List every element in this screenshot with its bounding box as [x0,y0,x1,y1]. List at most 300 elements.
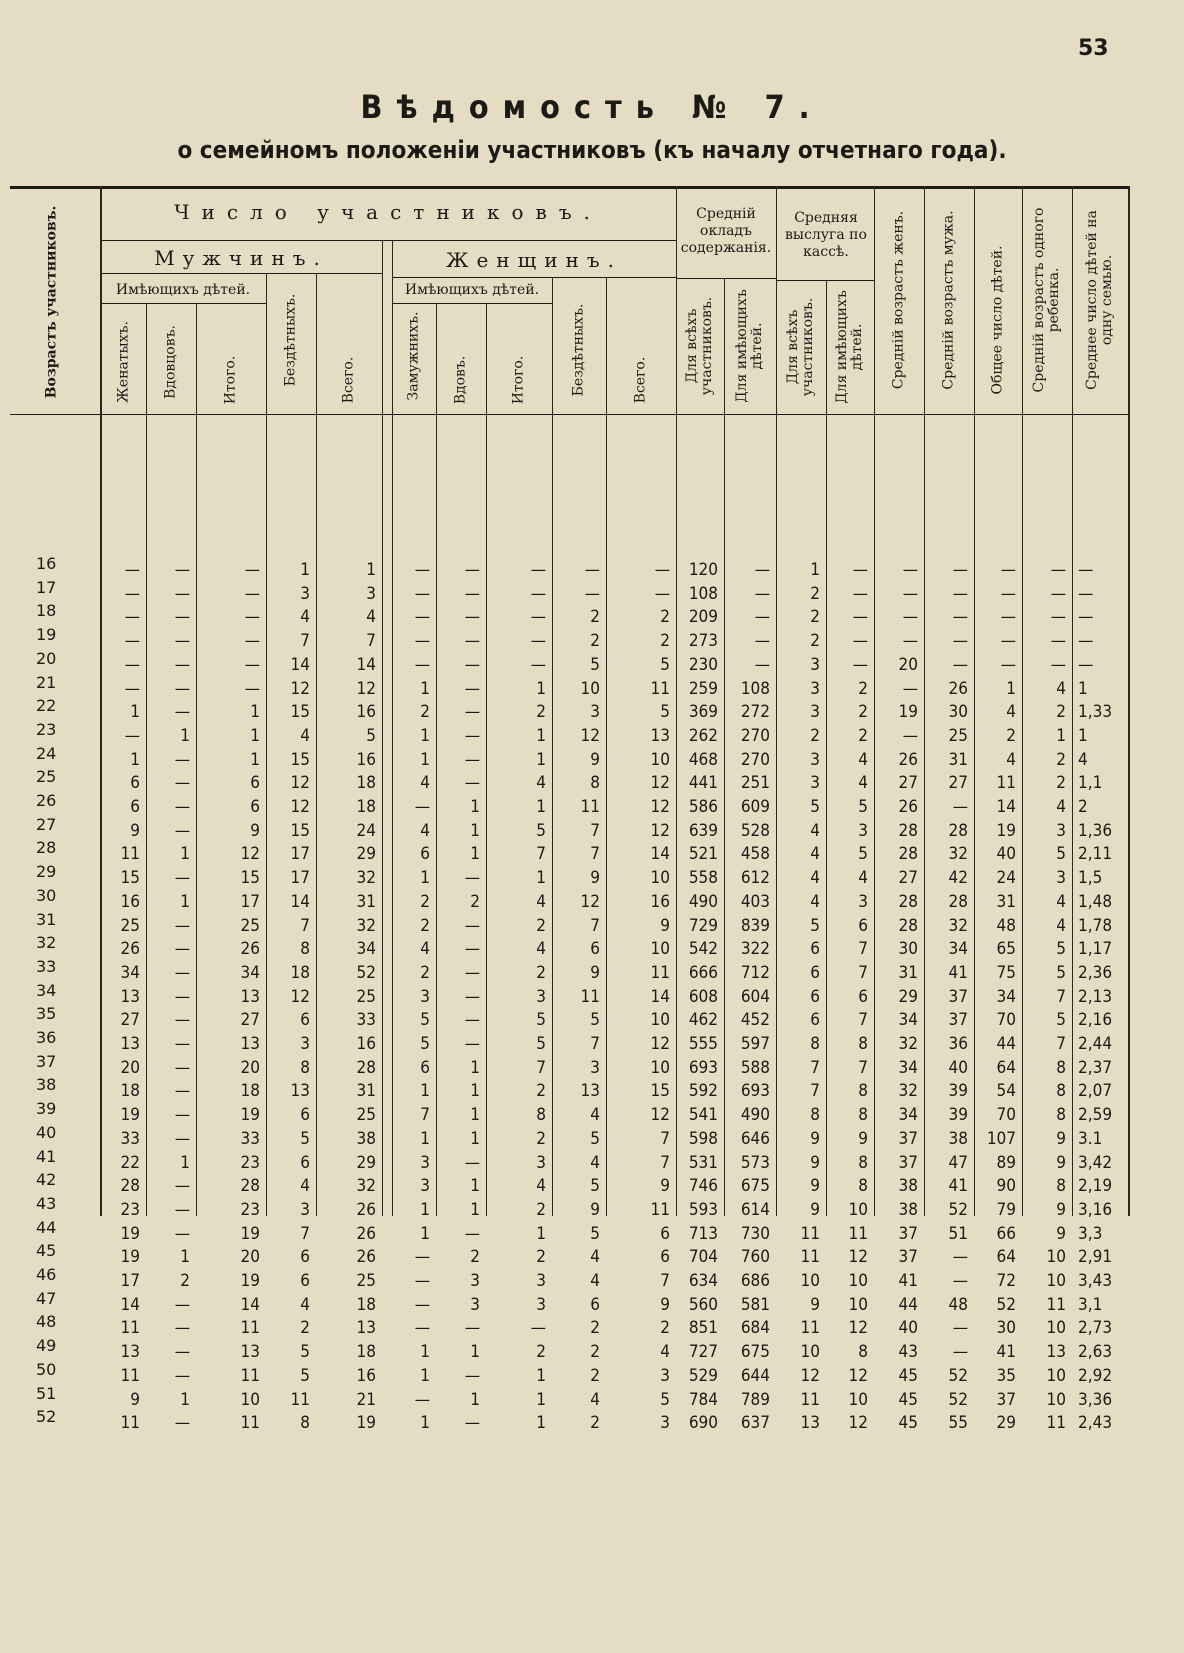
cell-men-total: 19 [240,1105,260,1126]
cell-men-childless: 6 [300,1271,310,1291]
cell-men-total: 1 [250,725,260,746]
cell-women-all: 6 [660,1223,670,1244]
cell-women-widows: — [464,678,480,699]
cell-men-total: 15 [240,868,260,889]
cell-men-widowers: — [174,1223,190,1244]
cell-avg-children-family: 2,43 [1078,1413,1113,1434]
cell-men-total: 12 [240,844,260,865]
cell-avg-wife-age: 28 [898,844,918,865]
cell-avg-children-family: 3,16 [1078,1199,1113,1220]
cell-avg-children-family: 3,3 [1078,1223,1103,1244]
cell-total-children: 44 [996,1034,1016,1054]
cell-men-all: 31 [356,1081,376,1102]
cell-avg-wife-age: 37 [898,1128,918,1149]
cell-total-children: 72 [996,1271,1016,1291]
cell-salary-children: 528 [740,820,770,841]
cell-women-childless: 5 [590,1128,600,1149]
cell-salary-children: 270 [740,749,770,770]
cell-salary-children: — [754,560,770,580]
cell-women-married: 1 [420,725,430,746]
cell-women-total: — [530,1318,546,1339]
cell-women-total: 2 [536,1342,546,1363]
cell-avg-wife-age: — [902,607,918,628]
cell-men-childless: 1 [300,560,310,580]
cell-avg-child-age: 2 [1056,773,1066,794]
cell-avg-children-family: 2,16 [1078,1010,1113,1031]
cell-women-childless: 4 [590,1152,600,1173]
cell-service-all: 11 [800,1247,820,1268]
cell-service-all: 8 [810,1034,820,1054]
cell-salary-all: 259 [688,678,718,699]
cell-men-widowers: — [174,702,190,723]
cell-salary-all: 693 [688,1057,718,1078]
cell-women-total: 2 [536,915,546,936]
cell-women-all: 2 [660,631,670,652]
cell-salary-all: 531 [688,1152,718,1173]
cell-men-total: — [244,631,260,652]
cell-women-married: 1 [420,1413,430,1434]
cell-women-all: 15 [650,1081,670,1102]
cell-men-widowers: — [174,1128,190,1149]
cell-men-widowers: 2 [180,1271,190,1291]
cell-service-children: 5 [858,844,868,865]
cell-women-childless: 4 [590,1105,600,1126]
cell-service-all: 9 [810,1199,820,1220]
cell-total-children: 37 [996,1389,1016,1410]
cell-women-married: — [414,1389,430,1410]
cell-avg-child-age: 4 [1056,797,1066,817]
cell-women-widows: 1 [470,1128,480,1149]
cell-avg-child-age: 5 [1056,962,1066,983]
cell-men-widowers: — [174,1034,190,1054]
cell-women-all: 11 [650,678,670,699]
cell-avg-husband-age: 39 [948,1081,968,1102]
cell-avg-child-age: 3 [1056,868,1066,889]
cell-women-married: 2 [420,915,430,936]
cell-service-children: 3 [858,820,868,841]
cell-women-widows: — [464,773,480,794]
cell-women-total: 2 [536,1081,546,1102]
row-age: 33 [36,956,57,976]
cell-salary-children: 644 [740,1365,770,1386]
cell-men-married: — [124,725,140,746]
cell-avg-wife-age: 37 [898,1223,918,1244]
cell-salary-children: 693 [740,1081,770,1102]
row-age: 22 [36,696,57,716]
cell-avg-children-family: 2,73 [1078,1318,1113,1339]
row-age: 35 [36,1004,57,1024]
cell-service-all: 9 [810,1152,820,1173]
cell-women-all: 10 [650,1010,670,1031]
cell-salary-children: 581 [740,1294,770,1315]
cell-women-all: 9 [660,915,670,936]
cell-men-married: 14 [120,1294,140,1315]
cell-women-childless: 6 [590,939,600,960]
cell-men-childless: 12 [290,678,310,699]
cell-women-married: 4 [420,773,430,794]
cell-salary-children: 637 [740,1413,770,1434]
cell-service-children: 7 [858,1057,868,1078]
cell-women-all: 5 [660,654,670,675]
header-men-all: Всего. [340,356,357,404]
cell-avg-wife-age: 34 [898,1010,918,1031]
cell-men-childless: 17 [290,868,310,889]
cell-salary-children: 403 [740,891,770,912]
cell-men-childless: 12 [290,797,310,817]
cell-women-total: 7 [536,1057,546,1078]
cell-men-widowers: — [174,560,190,580]
cell-avg-child-age: 10 [1046,1271,1066,1291]
cell-avg-child-age: 10 [1046,1318,1066,1339]
cell-women-married: — [414,607,430,628]
cell-salary-children: 573 [740,1152,770,1173]
cell-avg-children-family: — [1078,631,1094,652]
cell-salary-all: 666 [688,962,718,983]
cell-avg-children-family: 3,42 [1078,1152,1113,1173]
cell-women-total: 2 [536,1128,546,1149]
cell-men-total: 1 [250,702,260,723]
cell-avg-husband-age: — [952,560,968,580]
cell-service-children: 8 [858,1034,868,1054]
cell-service-all: 11 [800,1223,820,1244]
cell-women-married: — [414,583,430,604]
cell-women-childless: 9 [590,1199,600,1220]
cell-salary-children: 108 [740,678,770,699]
header-men-married: Женатыхъ. [115,321,132,403]
cell-service-children: 8 [858,1152,868,1173]
cell-avg-wife-age: 34 [898,1105,918,1126]
cell-avg-husband-age: 28 [948,820,968,841]
cell-men-childless: 8 [300,1057,310,1078]
cell-avg-husband-age: 38 [948,1128,968,1149]
cell-avg-wife-age: 43 [898,1342,918,1363]
cell-women-childless: 13 [580,1081,600,1102]
cell-men-total: 23 [240,1152,260,1173]
cell-women-all: 14 [650,986,670,1007]
cell-women-widows: — [464,1413,480,1434]
cell-women-widows: 1 [470,820,480,841]
row-age: 18 [36,601,57,621]
group-rule-women [392,277,676,278]
cell-men-married: — [124,631,140,652]
cell-men-married: 28 [120,1176,140,1197]
cell-women-childless: 12 [580,725,600,746]
cell-women-widows: 2 [470,1247,480,1268]
cell-total-children: 64 [996,1247,1016,1268]
cell-men-all: 29 [356,844,376,865]
cell-women-married: 4 [420,820,430,841]
cell-men-all: 16 [356,1034,376,1054]
cell-service-all: 4 [810,820,820,841]
cell-avg-wife-age: 32 [898,1081,918,1102]
cell-women-total: 1 [536,1389,546,1410]
row-age: 41 [36,1146,57,1166]
header-women-widows: Вдовъ. [452,355,469,405]
cell-service-all: 9 [810,1294,820,1315]
cell-men-total: 11 [240,1365,260,1386]
cell-women-total: 1 [536,1365,546,1386]
header-men-total: Итого. [222,355,239,405]
row-age: 21 [36,672,57,692]
row-age: 29 [36,862,57,882]
cell-avg-husband-age: — [952,1271,968,1291]
cell-men-all: 26 [356,1223,376,1244]
cell-service-all: 5 [810,915,820,936]
cell-avg-children-family: — [1078,560,1094,580]
cell-salary-all: 468 [688,749,718,770]
cell-avg-husband-age: 42 [948,868,968,889]
group-rule-service [776,280,874,281]
cell-avg-children-family: 2,37 [1078,1057,1113,1078]
cell-men-widowers: 1 [180,725,190,746]
header-service-group: Средняя выслуга по кассѣ. [785,210,867,260]
cell-men-all: 32 [356,868,376,889]
cell-avg-child-age: 11 [1046,1413,1066,1434]
cell-avg-children-family: 2,63 [1078,1342,1113,1363]
row-age: 17 [36,577,57,597]
group-rule-men [100,273,382,274]
cell-salary-all: 729 [688,915,718,936]
cell-women-childless: 2 [590,631,600,652]
cell-total-children: 75 [996,962,1016,983]
cell-women-total: 1 [536,797,546,817]
cell-women-total: 2 [536,1199,546,1220]
cell-service-children: 12 [848,1247,868,1268]
cell-total-children: 107 [986,1128,1016,1149]
row-age: 51 [36,1383,57,1403]
row-age: 27 [36,814,57,834]
cell-service-children: 8 [858,1342,868,1363]
cell-salary-children: 730 [740,1223,770,1244]
cell-men-all: 26 [356,1199,376,1220]
cell-women-married: — [414,1247,430,1268]
cell-men-married: 13 [120,1342,140,1363]
cell-service-all: 11 [800,1389,820,1410]
cell-men-widowers: — [174,773,190,794]
cell-salary-all: 262 [688,725,718,746]
cell-salary-children: 646 [740,1128,770,1149]
cell-service-all: 4 [810,891,820,912]
header-women-group: Женщинъ. [446,248,622,272]
cell-avg-husband-age: 39 [948,1105,968,1126]
cell-service-all: 7 [810,1081,820,1102]
cell-men-all: 16 [356,1365,376,1386]
cell-avg-child-age: — [1050,654,1066,675]
cell-salary-all: 555 [688,1034,718,1054]
cell-avg-child-age: 3 [1056,820,1066,841]
cell-men-childless: 7 [300,1223,310,1244]
row-age: 49 [36,1336,57,1356]
col-rule [196,303,197,1216]
cell-avg-wife-age: 41 [898,1271,918,1291]
cell-men-married: 9 [130,820,140,841]
cell-avg-child-age: 5 [1056,1010,1066,1031]
cell-salary-all: 120 [688,560,718,580]
cell-women-total: 2 [536,702,546,723]
cell-avg-wife-age: — [902,725,918,746]
cell-women-married: — [414,1318,430,1339]
cell-avg-husband-age: 37 [948,986,968,1007]
cell-women-married: 1 [420,1199,430,1220]
group-rule-women-children [392,303,552,304]
cell-women-widows: 1 [470,797,480,817]
cell-men-childless: 6 [300,1152,310,1173]
cell-avg-children-family: 1,48 [1078,891,1113,912]
cell-women-total: — [530,583,546,604]
cell-women-total: 1 [536,749,546,770]
row-age: 47 [36,1288,57,1308]
cell-men-childless: 4 [300,607,310,628]
cell-women-married: — [414,631,430,652]
cell-men-all: 7 [366,631,376,652]
cell-women-widows: — [464,749,480,770]
cell-men-widowers: — [174,749,190,770]
cell-total-children: 30 [996,1318,1016,1339]
cell-women-widows: — [464,868,480,889]
cell-total-children: 64 [996,1057,1016,1078]
cell-salary-all: 746 [688,1176,718,1197]
row-age: 31 [36,909,57,929]
cell-men-total: 6 [250,773,260,794]
cell-avg-husband-age: 36 [948,1034,968,1054]
cell-women-widows: 1 [470,844,480,865]
cell-service-all: 2 [810,725,820,746]
cell-women-childless: 7 [590,1034,600,1054]
cell-women-widows: — [464,1318,480,1339]
cell-avg-husband-age: 32 [948,844,968,865]
cell-women-all: 7 [660,1128,670,1149]
cell-total-children: — [1000,631,1016,652]
cell-women-married: 1 [420,1128,430,1149]
cell-salary-children: 760 [740,1247,770,1268]
cell-men-all: 4 [366,607,376,628]
row-age: 34 [36,980,57,1000]
header-service-children: Для имѣющихъ дѣтей. [834,290,865,404]
cell-women-all: 10 [650,939,670,960]
cell-service-children: — [852,560,868,580]
group-rule-number [100,240,676,241]
cell-women-childless: 6 [590,1294,600,1315]
cell-women-married: 1 [420,1081,430,1102]
row-age: 16 [36,554,57,573]
cell-service-children: — [852,631,868,652]
cell-women-all: 7 [660,1152,670,1173]
cell-men-widowers: 1 [180,1247,190,1268]
cell-women-all: — [654,583,670,604]
cell-total-children: 14 [996,797,1016,817]
cell-men-all: 16 [356,702,376,723]
table-top-rule [10,186,1128,189]
cell-salary-children: 712 [740,962,770,983]
cell-total-children: 54 [996,1081,1016,1102]
header-men-childless: Бездѣтныхъ. [282,293,299,387]
cell-women-childless: 5 [590,1176,600,1197]
header-women-all: Всего. [632,356,649,404]
cell-avg-husband-age: 31 [948,749,968,770]
cell-salary-children: 675 [740,1176,770,1197]
cell-men-childless: 8 [300,939,310,960]
cell-avg-husband-age: — [952,583,968,604]
row-age: 24 [36,743,57,763]
cell-women-married: 7 [420,1105,430,1126]
row-age: 39 [36,1099,57,1119]
cell-men-total: — [244,583,260,604]
cell-avg-wife-age: 31 [898,962,918,983]
cell-avg-child-age: 10 [1046,1365,1066,1386]
cell-service-all: 6 [810,986,820,1007]
cell-avg-child-age: 10 [1046,1389,1066,1410]
cell-women-widows: — [464,986,480,1007]
cell-women-childless: 4 [590,1247,600,1268]
cell-women-all: 4 [660,1342,670,1363]
cell-men-total: 28 [240,1176,260,1197]
cell-service-all: 4 [810,844,820,865]
cell-men-childless: 7 [300,915,310,936]
cell-avg-wife-age: 45 [898,1365,918,1386]
cell-total-children: 4 [1006,702,1016,723]
cell-women-total: 3 [536,986,546,1007]
cell-men-childless: 14 [290,891,310,912]
cell-service-all: 2 [810,631,820,652]
cell-avg-children-family: 3.1 [1078,1128,1103,1149]
cell-service-all: 4 [810,868,820,889]
cell-men-childless: 3 [300,1034,310,1054]
cell-women-married: 1 [420,1223,430,1244]
header-men-with-children: Имѣющихъ дѣтей. [115,282,251,298]
cell-men-all: 32 [356,915,376,936]
cell-service-all: 6 [810,939,820,960]
cell-avg-husband-age: 52 [948,1389,968,1410]
cell-women-childless: 9 [590,749,600,770]
cell-men-all: 18 [356,773,376,794]
cell-women-childless: 2 [590,607,600,628]
cell-avg-children-family: 3,43 [1078,1271,1113,1291]
cell-men-total: 13 [240,1342,260,1363]
cell-service-children: 2 [858,702,868,723]
cell-service-children: — [852,583,868,604]
cell-avg-wife-age: 37 [898,1247,918,1268]
cell-women-all: 12 [650,820,670,841]
cell-men-childless: 5 [300,1128,310,1149]
cell-avg-children-family: 2,13 [1078,986,1113,1007]
cell-service-children: 11 [848,1223,868,1244]
cell-men-widowers: — [174,868,190,889]
cell-women-childless: 3 [590,1057,600,1078]
cell-total-children: 40 [996,844,1016,865]
cell-women-total: 1 [536,1413,546,1434]
cell-avg-wife-age: 29 [898,986,918,1007]
cell-avg-child-age: 10 [1046,1247,1066,1268]
cell-avg-husband-age: 41 [948,962,968,983]
cell-women-married: 3 [420,1176,430,1197]
cell-women-widows: — [464,725,480,746]
cell-avg-children-family: 1,1 [1078,773,1103,794]
cell-avg-husband-age: — [952,797,968,817]
cell-men-total: 11 [240,1413,260,1434]
cell-men-childless: 17 [290,844,310,865]
cell-women-childless: 2 [590,1318,600,1339]
cell-women-widows: — [464,1010,480,1031]
cell-avg-child-age: 11 [1046,1294,1066,1315]
cell-salary-all: 441 [688,773,718,794]
cell-men-married: 26 [120,939,140,960]
row-age: 25 [36,767,57,787]
cell-avg-children-family: — [1078,583,1094,604]
cell-total-children: 79 [996,1199,1016,1220]
cell-men-total: 25 [240,915,260,936]
cell-men-all: 5 [366,725,376,746]
cell-service-all: 9 [810,1128,820,1149]
